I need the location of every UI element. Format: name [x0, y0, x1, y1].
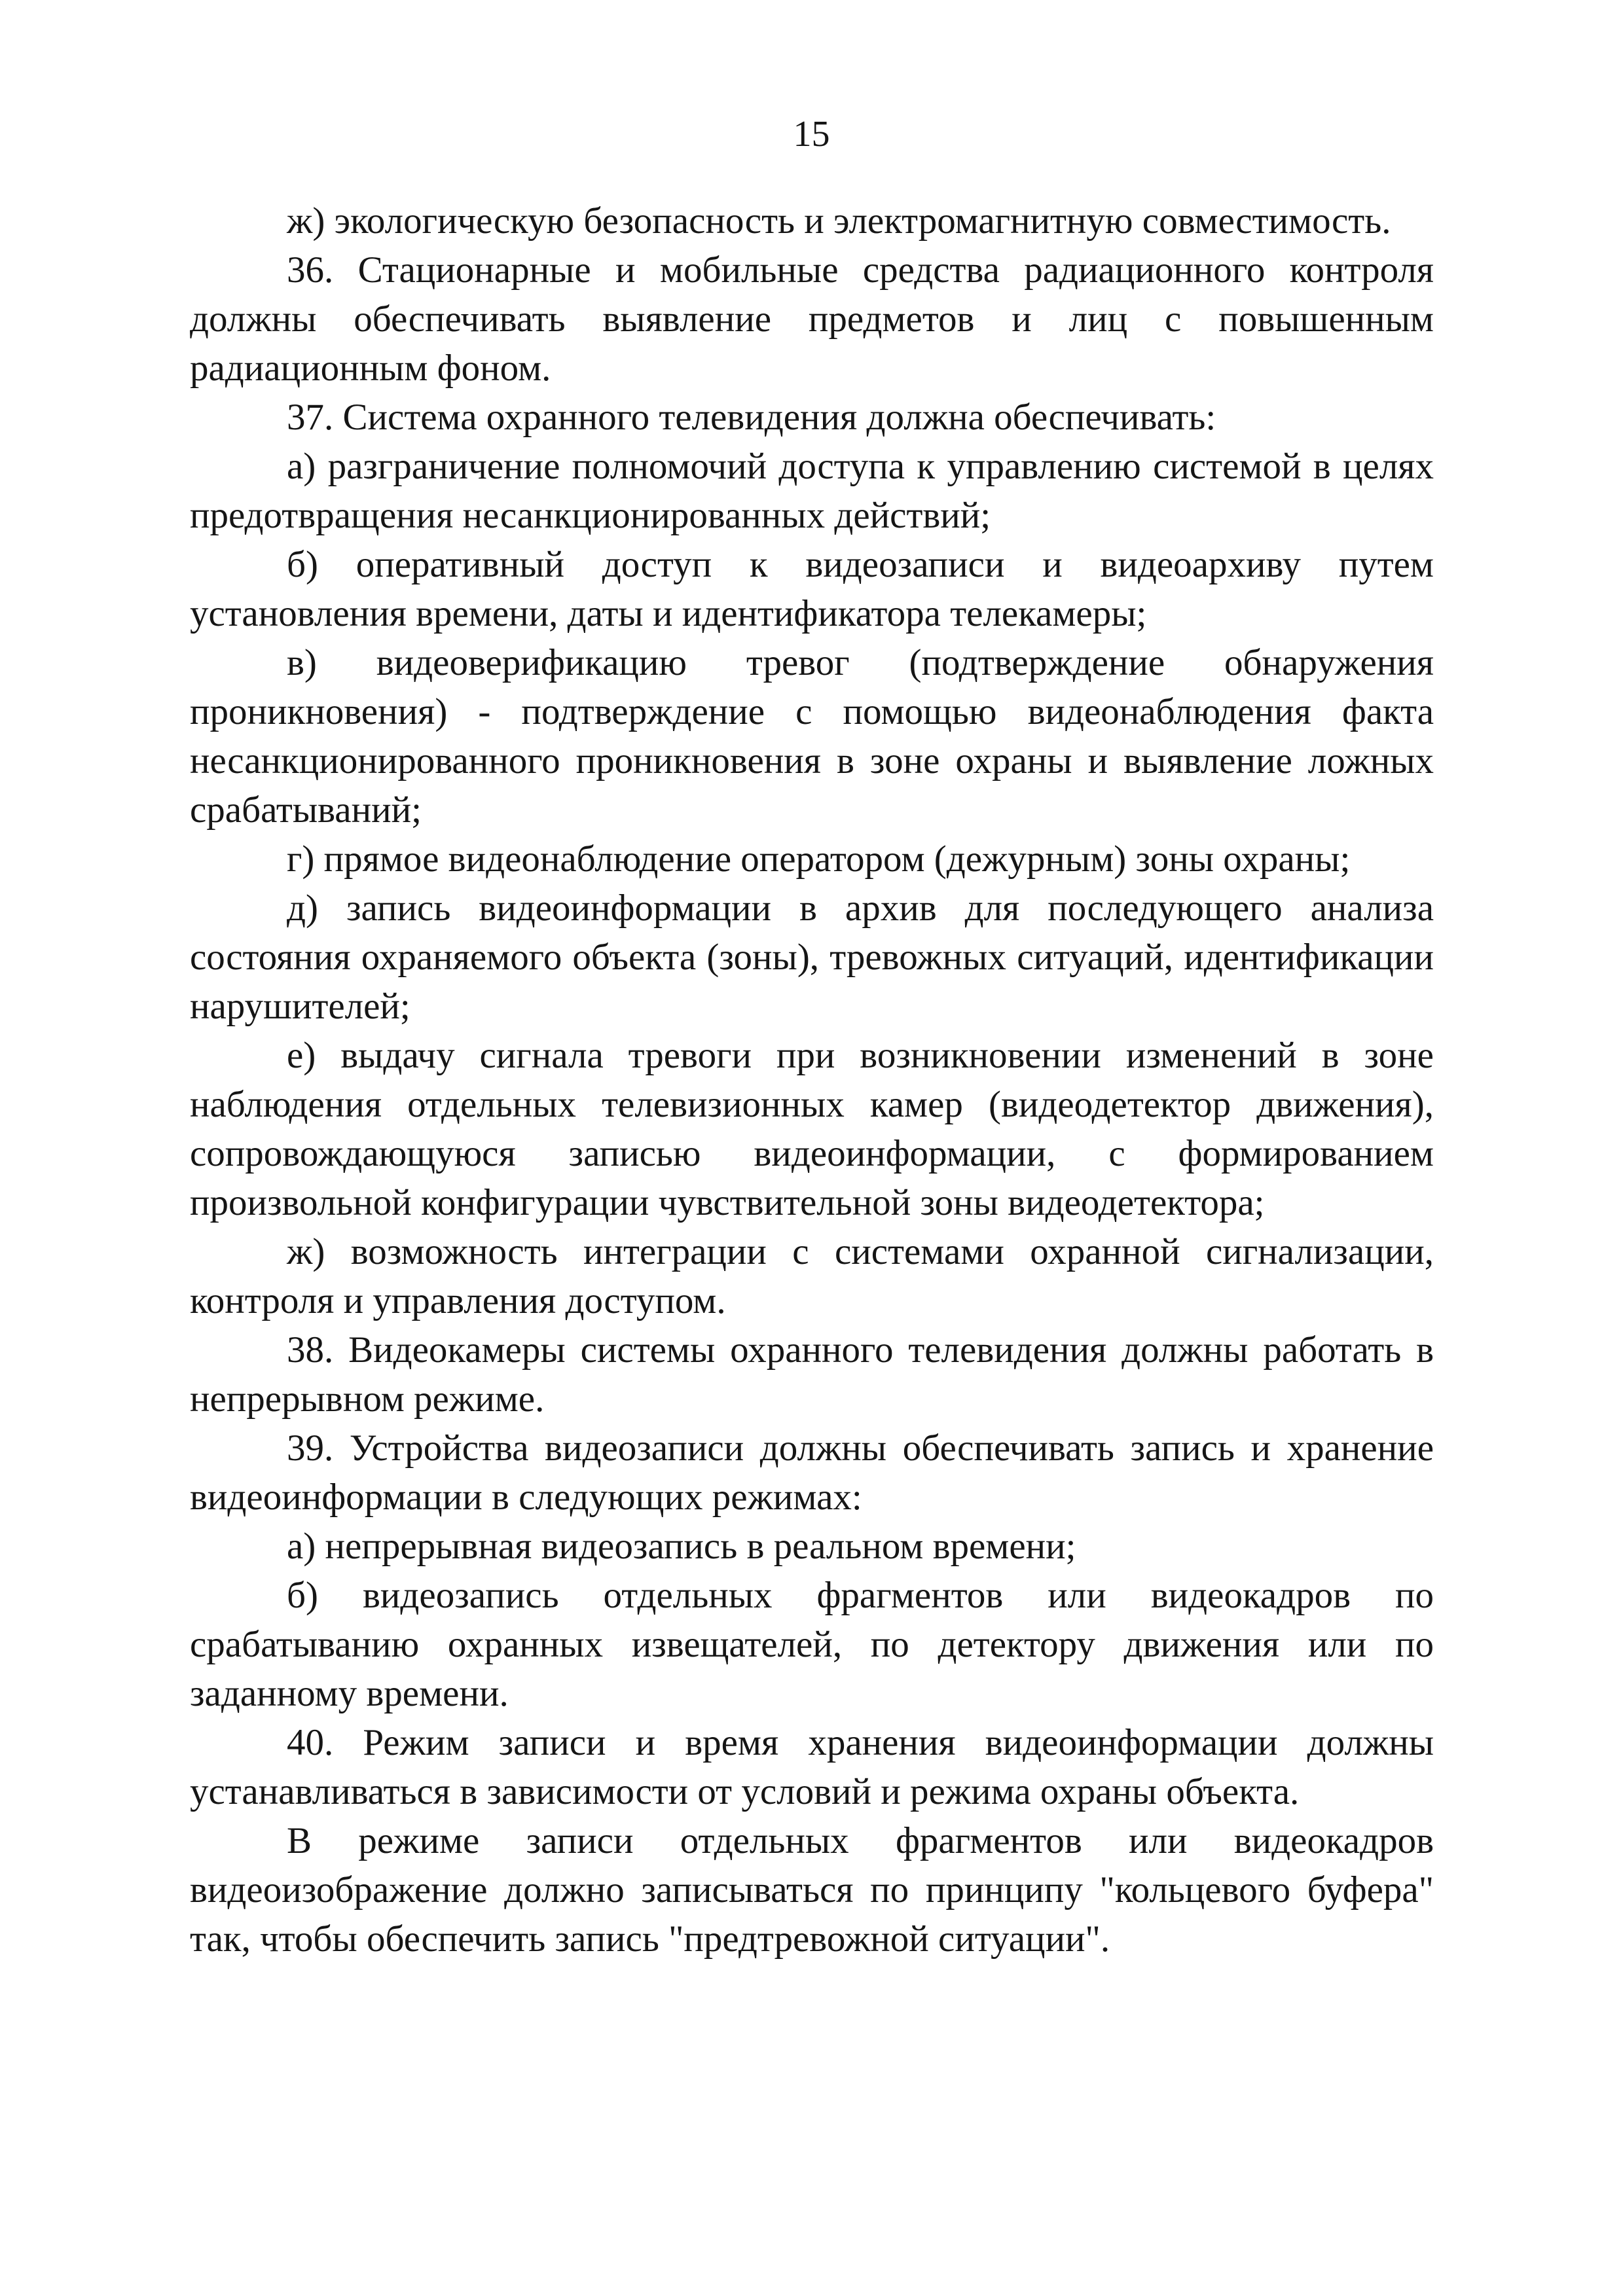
paragraph-37-e: е) выдачу сигнала тревоги при возникновении изменений в зоне наблюдения отдельных телевизионных камер (видеодетектор движения), сопровождающуюся записью видеоинформации, с формированием произвольной конфигурации чувствительной зоны видеодетектора; [190, 1035, 1434, 1223]
paragraph-38: 38. Видеокамеры системы охранного телевидения должны работать в непрерывном режиме. [190, 1329, 1434, 1420]
paragraph-item-zh-ecology: ж) экологическую безопасность и электромагнитную совместимость. [287, 200, 1391, 242]
paragraph-40: 40. Режим записи и время хранения видеоинформации должны устанавливаться в зависимости от условий и режима охраны объекта. [190, 1722, 1434, 1812]
paragraph-39-a: а) непрерывная видеозапись в реальном времени; [287, 1526, 1076, 1567]
document-body [190, 196, 1434, 1964]
paragraph-37-a: а) разграничение полномочий доступа к управлению системой в целях предотвращения несанкционированных действий; [190, 446, 1434, 536]
page-number: 15 [793, 114, 830, 154]
paragraph-37-zh: ж) возможность интеграции с системами охранной сигнализации, контроля и управления доступом. [190, 1231, 1434, 1321]
paragraph-37-v: в) видеоверификацию тревог (подтверждение обнаружения проникновения) - подтверждение с помощью видеонаблюдения факта несанкционированного проникновения в зоне охраны и выявление ложных срабатываний; [190, 642, 1434, 831]
paragraph-39: 39. Устройства видеозаписи должны обеспечивать запись и хранение видеоинформации в следующих режимах: [190, 1427, 1434, 1518]
paragraph-37-g: г) прямое видеонаблюдение оператором (дежурным) зоны охраны; [287, 838, 1351, 880]
paragraph-37-d: д) запись видеоинформации в архив для последующего анализа состояния охраняемого объекта (зоны), тревожных ситуаций, идентификации нарушителей; [190, 888, 1434, 1027]
paragraph-37: 37. Система охранного телевидения должна обеспечивать: [287, 397, 1216, 438]
paragraph-40-buffer: В режиме записи отдельных фрагментов или видеокадров видеоизображение должно записываться по принципу "кольцевого буфера" так, чтобы обеспечить запись "предтревожной ситуации". [190, 1820, 1434, 1960]
paragraph-37-b: б) оперативный доступ к видеозаписи и видеоархиву путем установления времени, даты и идентификатора телекамеры; [190, 544, 1434, 634]
paragraph-39-b: б) видеозапись отдельных фрагментов или видеокадров по срабатыванию охранных извещателей, по детектору движения или по заданному времени. [190, 1575, 1434, 1714]
paragraph-36: 36. Стационарные и мобильные средства радиационного контроля должны обеспечивать выявление предметов и лиц с повышенным радиационным фоном. [190, 249, 1434, 389]
